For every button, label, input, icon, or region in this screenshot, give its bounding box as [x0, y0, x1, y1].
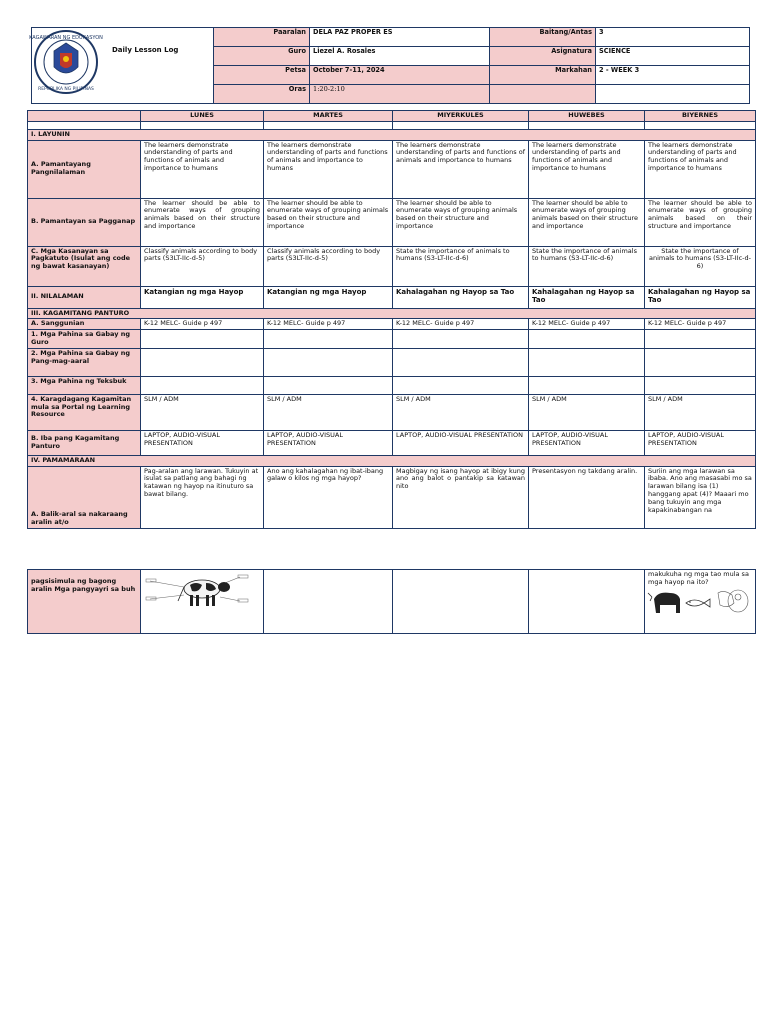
spacer-cell: [264, 121, 393, 129]
cell: [393, 376, 529, 394]
empty-cell: [490, 85, 596, 104]
cell: The learner should be able to enumerate ways of grouping animals based on their structure and importance: [529, 198, 645, 246]
markahan-label: Markahan: [490, 66, 596, 85]
paaralan-value: DELA PAZ PROPER ES: [310, 28, 490, 47]
spacer-cell: [529, 121, 645, 129]
cell: [529, 570, 645, 634]
cell: K-12 MELC- Guide p 497: [645, 319, 756, 330]
spacer-cell: [645, 121, 756, 129]
animals-images-icon: [648, 587, 752, 617]
cell: LAPTOP, AUDIO-VISUAL PRESENTATION: [264, 430, 393, 455]
cell: [645, 348, 756, 376]
lesson-table: [27, 110, 756, 529]
cell: The learner should be able to enumerate ways of grouping animals based on their structure and importance: [645, 198, 756, 246]
cell: State the importance of animals to humans (S3-LT-IIc-d-6): [393, 246, 529, 286]
cell: Kahalagahan ng Hayop sa Tao: [393, 286, 529, 308]
cell: [264, 570, 393, 634]
cell: Katangian ng mga Hayop: [141, 286, 264, 308]
cell: The learner should be able to enumerate ways of grouping animals based on their structure and importance: [141, 198, 264, 246]
petsa-value: October 7-11, 2024: [310, 66, 490, 85]
row-label: 2. Mga Pahina sa Gabay ng Pang-mag-aaral: [28, 348, 141, 376]
section-layunin: I. LAYUNIN: [28, 129, 756, 140]
corner-cell: [28, 111, 141, 122]
cell: [645, 330, 756, 349]
spacer-cell: [141, 121, 264, 129]
cell: [264, 348, 393, 376]
day-header: HUWEBES: [529, 111, 645, 122]
cell: The learners demonstrate understanding of parts and functions of animals and importance to humans: [264, 140, 393, 198]
oras-label: Oras: [214, 85, 310, 104]
cell: Classify animals according to body parts (S3LT-IIc-d-5): [141, 246, 264, 286]
cell: Kahalagahan ng Hayop sa Tao: [645, 286, 756, 308]
cell: Katangian ng mga Hayop: [264, 286, 393, 308]
cell: [529, 330, 645, 349]
cow-diagram-icon: [144, 571, 260, 611]
cell: The learner should be able to enumerate ways of grouping animals based on their structure and importance: [393, 198, 529, 246]
cell: Presentasyon ng takdang aralin.: [529, 466, 645, 528]
cell: K-12 MELC- Guide p 497: [264, 319, 393, 330]
cell: State the importance of animals to humans (S3-LT-IIc-d-6): [645, 246, 756, 286]
cell: K-12 MELC- Guide p 497: [529, 319, 645, 330]
cell: [393, 330, 529, 349]
dll-title: Daily Lesson Log: [112, 46, 179, 54]
paaralan-label: Paaralan: [214, 28, 310, 47]
cell: [529, 376, 645, 394]
row-label: B. Iba pang Kagamitang Panturo: [28, 430, 141, 455]
spacer-cell: [393, 121, 529, 129]
svg-text:KAGAWARAN NG EDUKASYON: KAGAWARAN NG EDUKASYON: [29, 35, 103, 41]
cell: [141, 330, 264, 349]
cell: [141, 376, 264, 394]
cell: [141, 348, 264, 376]
cow-diagram-cell: [141, 570, 264, 634]
cell: LAPTOP, AUDIO-VISUAL PRESENTATION: [529, 430, 645, 455]
cell: SLM / ADM: [529, 394, 645, 430]
day-header: BIYERNES: [645, 111, 756, 122]
cell: SLM / ADM: [393, 394, 529, 430]
cell: Pag-aralan ang larawan. Tukuyin at isulat sa patlang ang bahagi ng katawan ng hayop na itinuturo sa bawat bilang.: [141, 466, 264, 528]
header-table: [31, 27, 750, 104]
cell: SLM / ADM: [645, 394, 756, 430]
cell: The learner should be able to enumerate ways of grouping animals based on their structure and importance: [264, 198, 393, 246]
cell: [393, 348, 529, 376]
cell: K-12 MELC- Guide p 497: [141, 319, 264, 330]
cell: [393, 570, 529, 634]
baitang-label: Baitang/Antas: [490, 28, 596, 47]
spacer-cell: [28, 121, 141, 129]
cell: [645, 376, 756, 394]
row-label: A. Sanggunian: [28, 319, 141, 330]
cell: Ano ang kahalagahan ng ibat-ibang galaw o kilos ng mga hayop?: [264, 466, 393, 528]
friday-text: makukuha ng mga tao mula sa mga hayop na ito?: [648, 570, 749, 586]
cell: The learners demonstrate understanding of parts and functions of animals and importance to humans: [141, 140, 264, 198]
cell: [529, 348, 645, 376]
cell: The learners demonstrate understanding of parts and functions of animals and importance to humans: [645, 140, 756, 198]
markahan-value: 2 - WEEK 3: [596, 66, 750, 85]
cell: K-12 MELC- Guide p 497: [393, 319, 529, 330]
day-header: LUNES: [141, 111, 264, 122]
row-label: 1. Mga Pahina sa Gabay ng Guro: [28, 330, 141, 349]
empty-cell: [596, 85, 750, 104]
cell: The learners demonstrate understanding of parts and functions of animals and importance to humans: [529, 140, 645, 198]
cell: LAPTOP, AUDIO-VISUAL PRESENTATION: [393, 430, 529, 455]
oras-value: 1:20-2:10: [310, 85, 490, 104]
logo-cell: [32, 28, 214, 104]
row-label: C. Mga Kasanayan sa Pagkatuto (Isulat ang code ng bawat kasanayan): [28, 246, 141, 286]
row-label: 4. Karagdagang Kagamitan mula sa Portal ng Learning Resource: [28, 394, 141, 430]
friday-cell: [645, 570, 756, 634]
row-label: B. Pamantayan sa Pagganap: [28, 198, 141, 246]
guro-label: Guro: [214, 47, 310, 66]
cell: Classify animals according to body parts (S3LT-IIc-d-5): [264, 246, 393, 286]
guro-value: Liezel A. Rosales: [310, 47, 490, 66]
row-label: 3. Mga Pahina ng Teksbuk: [28, 376, 141, 394]
cell: [264, 330, 393, 349]
cell: Kahalagahan ng Hayop sa Tao: [529, 286, 645, 308]
cell: LAPTOP, AUDIO-VISUAL PRESENTATION: [645, 430, 756, 455]
section-nilalaman: II. NILALAMAN: [28, 286, 141, 308]
asignatura-label: Asignatura: [490, 47, 596, 66]
asignatura-value: SCIENCE: [596, 47, 750, 66]
continuation-table: [27, 569, 756, 634]
cell: SLM / ADM: [141, 394, 264, 430]
cell: SLM / ADM: [264, 394, 393, 430]
petsa-label: Petsa: [214, 66, 310, 85]
day-header: MARTES: [264, 111, 393, 122]
section-pamamaraan: IV. PAMAMARAAN: [28, 455, 756, 466]
cell: The learners demonstrate understanding of parts and functions of animals and importance to humans: [393, 140, 529, 198]
cell: LAPTOP, AUDIO-VISUAL PRESENTATION: [141, 430, 264, 455]
cell: State the importance of animals to humans (S3-LT-IIc-d-6): [529, 246, 645, 286]
cell: Suriin ang mga larawan sa ibaba. Ano ang masasabi mo sa larawan bilang isa (1) hanggang apat (4)? Maaari mo bang tukuyin ang mga kapakinabangan na: [645, 466, 756, 528]
section-kagamitan: III. KAGAMITANG PANTURO: [28, 308, 756, 319]
row-label: A. Pamantayang Pangnilalaman: [28, 140, 141, 198]
cell: Magbigay ng isang hayop at ibigy kung ano ang balot o pantakip sa katawan nito: [393, 466, 529, 528]
cell: [264, 376, 393, 394]
row-label: pagsisimula ng bagong aralin Mga pangyayri sa buh: [28, 570, 141, 634]
baitang-value: 3: [596, 28, 750, 47]
row-label: A. Balik-aral sa nakaraang aralin at/o: [28, 466, 141, 528]
svg-text:REPUBLIKA NG PILIPINAS: REPUBLIKA NG PILIPINAS: [38, 87, 94, 92]
day-header: MIYERKULES: [393, 111, 529, 122]
